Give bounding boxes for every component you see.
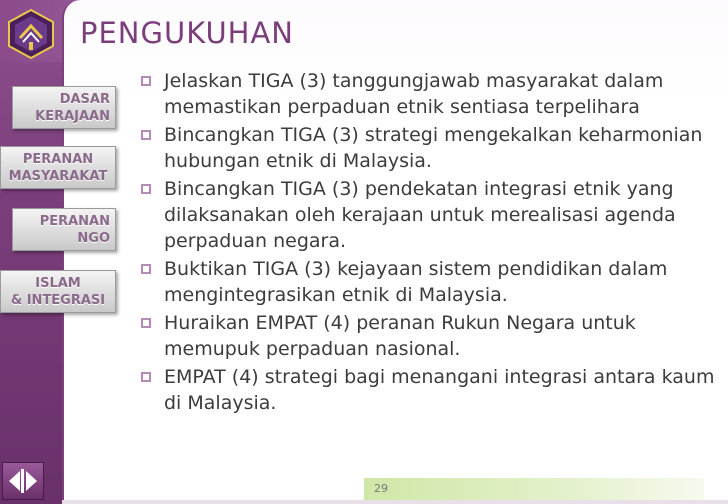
list-item: [138, 256, 718, 308]
list-item-text: Bincangkan TIGA (3) strategi mengekalkan keharmonian hubungan etnik di Malaysia.: [164, 124, 703, 172]
bullet-list: [138, 68, 718, 418]
page-number: 29: [364, 478, 704, 500]
nav-button-peranan-masyarakat[interactable]: PERANAN MASYARAKAT: [0, 146, 116, 189]
list-item-text: Bincangkan TIGA (3) pendekatan integrasi etnik yang dilaksanakan oleh kerajaan untuk merealisasi agenda perpaduan negara.: [164, 178, 676, 252]
list-item: [138, 68, 718, 120]
nav-button-islam-integrasi[interactable]: ISLAM & INTEGRASI: [0, 270, 116, 313]
square-bullet-icon: [140, 75, 152, 87]
slide-corner-band: [0, 0, 64, 504]
list-item: [138, 122, 718, 174]
list-item-text: Buktikan TIGA (3) kejayaan sistem pendidikan dalam mengintegrasikan etnik di Malaysia.: [164, 258, 668, 306]
square-bullet-icon: [140, 263, 152, 275]
nav-button-dasar-kerajaan[interactable]: DASAR KERAJAAN: [12, 86, 116, 129]
list-item-text: Huraikan EMPAT (4) peranan Rukun Negara untuk memupuk perpaduan nasional.: [164, 312, 636, 360]
bottom-divider: [62, 500, 728, 504]
list-item: [138, 364, 718, 416]
square-bullet-icon: [140, 129, 152, 141]
list-item: [138, 310, 718, 362]
university-crest-icon: [6, 8, 56, 60]
slide-title: PENGUKUHAN: [80, 16, 295, 50]
list-item: [138, 176, 718, 254]
prev-next-arrows-icon[interactable]: [2, 462, 44, 500]
list-item-text: Jelaskan TIGA (3) tanggungjawab masyarakat dalam memastikan perpaduan etnik sentiasa terpelihara: [164, 70, 664, 118]
square-bullet-icon: [140, 371, 152, 383]
nav-button-peranan-ngo[interactable]: PERANAN NGO: [12, 208, 116, 251]
square-bullet-icon: [140, 183, 152, 195]
square-bullet-icon: [140, 317, 152, 329]
list-item-text: EMPAT (4) strategi bagi menangani integrasi antara kaum di Malaysia.: [164, 366, 715, 414]
